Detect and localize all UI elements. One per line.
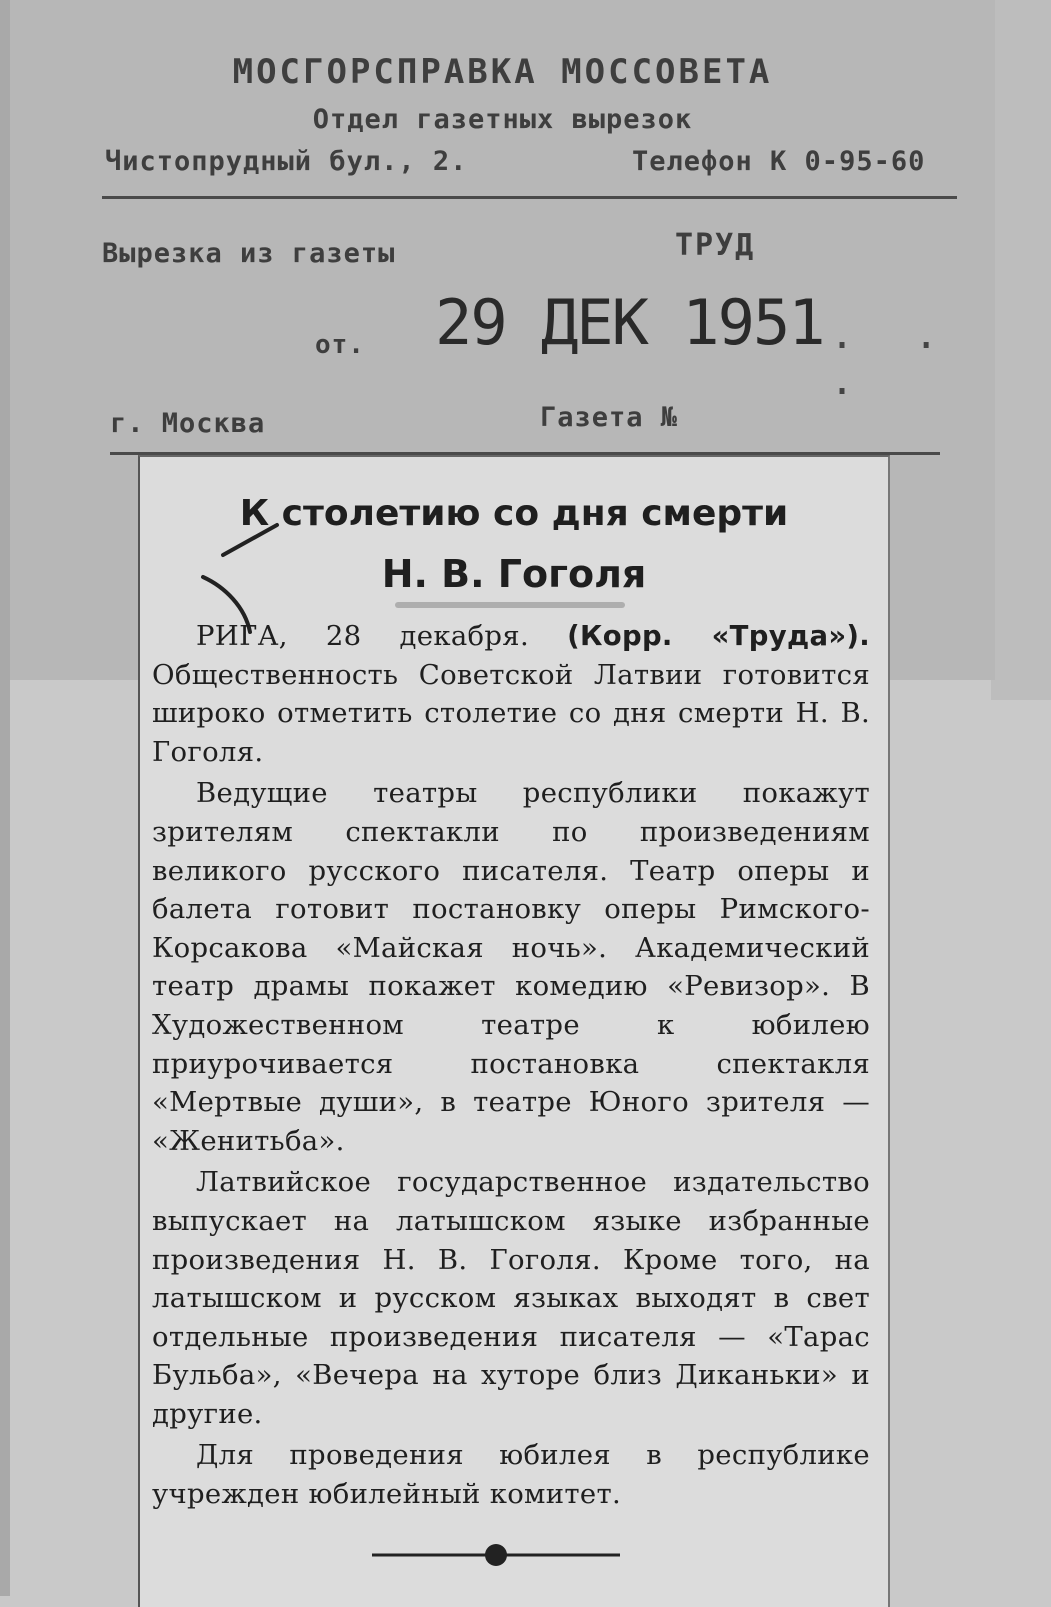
org-phone: Телефон К 0-95-60 — [632, 146, 926, 177]
photo-edge-right — [991, 0, 1051, 700]
article-body — [152, 617, 870, 1517]
article-paragraph-1 — [152, 617, 870, 771]
photo-edge-left — [0, 0, 10, 1596]
org-department: Отдел газетных вырезок — [312, 104, 693, 135]
date-dots: . . . — [830, 312, 957, 404]
city-label: г. Москва — [110, 408, 266, 439]
date-prefix: от. — [315, 330, 365, 360]
date-stamp: 29 ДЕК 1951 — [435, 286, 824, 359]
paragraph-1-text: Общественность Советской Латвии готовится широко отметить столетие со дня смерти Н. В. Гоголя. — [152, 658, 870, 768]
headline-line-1: К столетию со дня смерти — [239, 493, 789, 534]
dateline-source: (Корр. «Труда»). — [567, 620, 870, 652]
end-ornament-icon — [372, 1543, 620, 1567]
dateline-place: РИГА, 28 декабря. — [196, 620, 530, 652]
org-title: МОСГОРСПРАВКА МОССОВЕТА — [232, 52, 773, 92]
clip-source-label: Вырезка из газеты — [102, 238, 396, 269]
article-paragraph-3: Латвийское государственное издательство выпускает на латышском языке избранные произведения Н. В. Гоголя. Кроме того, на латышском и русском языках выходят в свет отдельные произведения писателя — «Тарас Бульба», «Вечера на хуторе близ Диканьки» и другие. — [152, 1166, 870, 1430]
headline-underline — [395, 602, 625, 608]
slip-rule-top — [102, 196, 957, 199]
article-paragraph-2: Ведущие театры республики покажут зрителям спектакли по произведениям великого русского писателя. Театр оперы и балета готовит постановку оперы Римского-Корсакова «Майская ночь». Академический театр драмы покажет комедию «Ревизор». В Художественном театре к юбилею приурочивается постановка спектакля «Мертвые души», в театре Юного зрителя — «Женитьба». — [152, 777, 870, 1157]
gazette-number-label: Газета № — [540, 402, 679, 433]
newspaper-name: ТРУД — [675, 228, 756, 263]
newspaper-clipping — [138, 455, 890, 1607]
org-address: Чистопрудный бул., 2. — [105, 146, 468, 177]
article-paragraph-4: Для проведения юбилея в республике учрежден юбилейный комитет. — [152, 1439, 870, 1511]
headline-line-2: Н. В. Гоголя — [381, 552, 647, 596]
